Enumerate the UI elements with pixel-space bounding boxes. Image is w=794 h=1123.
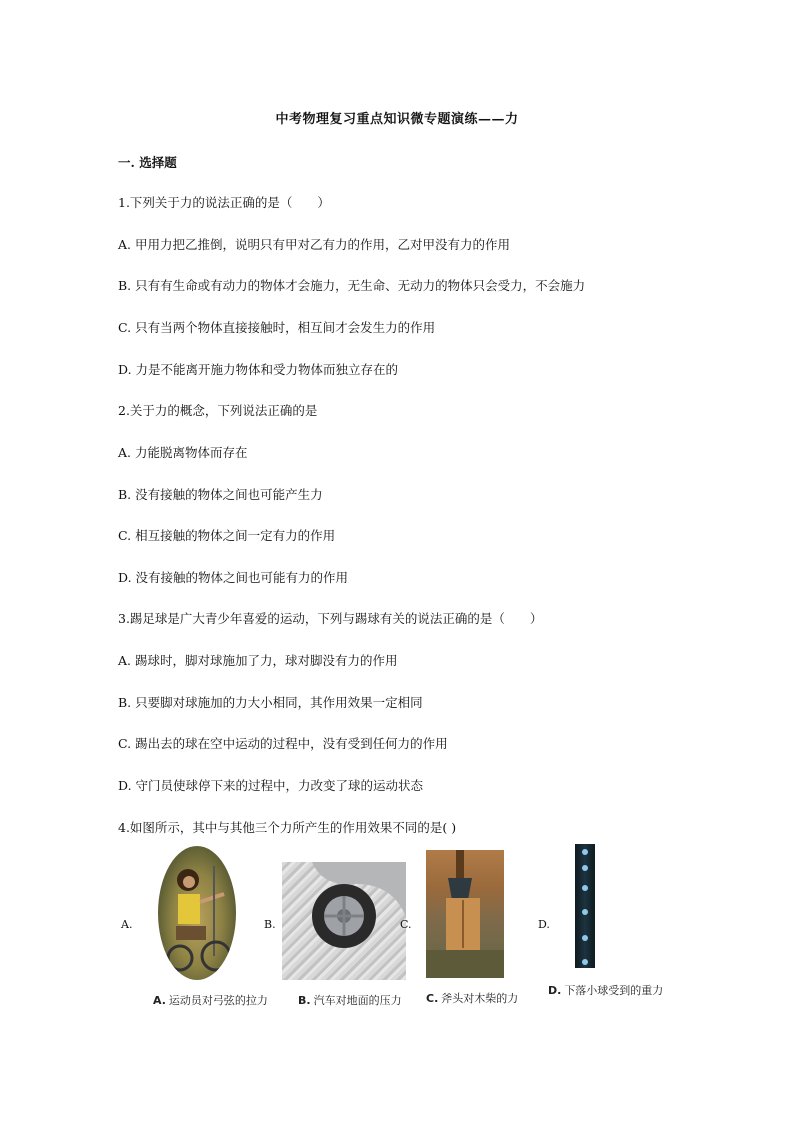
question-3-option-a: A. 踢球时，脚对球施加了力，球对脚没有力的作用: [118, 653, 398, 668]
figure-d-caption: [548, 982, 663, 998]
figure-b-letter: B.: [264, 918, 276, 931]
figure-c-caption-text: 斧头对木柴的力: [441, 992, 519, 1005]
question-4-stem: 4.如图所示，其中与其他三个力所产生的作用效果不同的是( ): [118, 820, 457, 835]
figure-d-letter: D.: [538, 918, 550, 931]
figure-c-caption: [426, 990, 518, 1006]
question-2-option-b: B. 没有接触的物体之间也可能产生力: [118, 487, 323, 502]
question-3-option-c: C. 踢出去的球在空中运动的过程中，没有受到任何力的作用: [118, 736, 448, 751]
question-1-stem: 1.下列关于力的说法正确的是（ ）: [118, 195, 330, 210]
question-1-option-d: D. 力是不能离开施力物体和受力物体而独立存在的: [118, 362, 399, 377]
question-2-option-c: C. 相互接触的物体之间一定有力的作用: [118, 528, 336, 543]
figure-a-caption-text: 运动员对弓弦的拉力: [168, 994, 268, 1007]
figure-a-letter: A.: [121, 918, 133, 931]
figure-d-caption-letter: D.: [548, 984, 562, 997]
question-1-option-a: A. 甲用力把乙推倒，说明只有甲对乙有力的作用，乙对甲没有力的作用: [118, 237, 510, 252]
archer-image: [158, 846, 236, 980]
question-3-option-d: D. 守门员使球停下来的过程中，力改变了球的运动状态: [118, 778, 424, 793]
falling-ball-image: [575, 844, 595, 968]
question-1-option-b: B. 只有有生命或有动力的物体才会施力，无生命、无动力的物体只会受力，不会施力: [118, 278, 586, 293]
figure-a-caption: [153, 992, 268, 1008]
figure-b-caption: [298, 992, 402, 1008]
axe-wood-image: [426, 850, 504, 978]
section-heading: 一. 选择题: [118, 155, 177, 170]
figure-b-caption-text: 汽车对地面的压力: [313, 994, 402, 1007]
question-4-figures: [118, 840, 678, 1020]
question-2-stem: 2.关于力的概念，下列说法正确的是: [118, 403, 318, 418]
figure-b-caption-letter: B.: [298, 994, 311, 1007]
question-3-stem: 3.踢足球是广大青少年喜爱的运动，下列与踢球有关的说法正确的是（ ）: [118, 611, 543, 626]
figure-d-caption-text: 下落小球受到的重力: [564, 984, 664, 997]
figure-c-letter: C.: [400, 918, 412, 931]
question-3-option-b: B. 只要脚对球施加的力大小相同，其作用效果一定相同: [118, 695, 423, 710]
question-1-option-c: C. 只有当两个物体直接接触时，相互间才会发生力的作用: [118, 320, 436, 335]
question-2-option-d: D. 没有接触的物体之间也可能有力的作用: [118, 570, 349, 585]
car-wheel-image: [282, 862, 406, 980]
question-2-option-a: A. 力能脱离物体而存在: [118, 445, 248, 460]
figure-a-caption-letter: A.: [153, 994, 166, 1007]
figure-c-caption-letter: C.: [426, 992, 439, 1005]
page-title: 中考物理复习重点知识微专题演练——力: [275, 112, 519, 127]
